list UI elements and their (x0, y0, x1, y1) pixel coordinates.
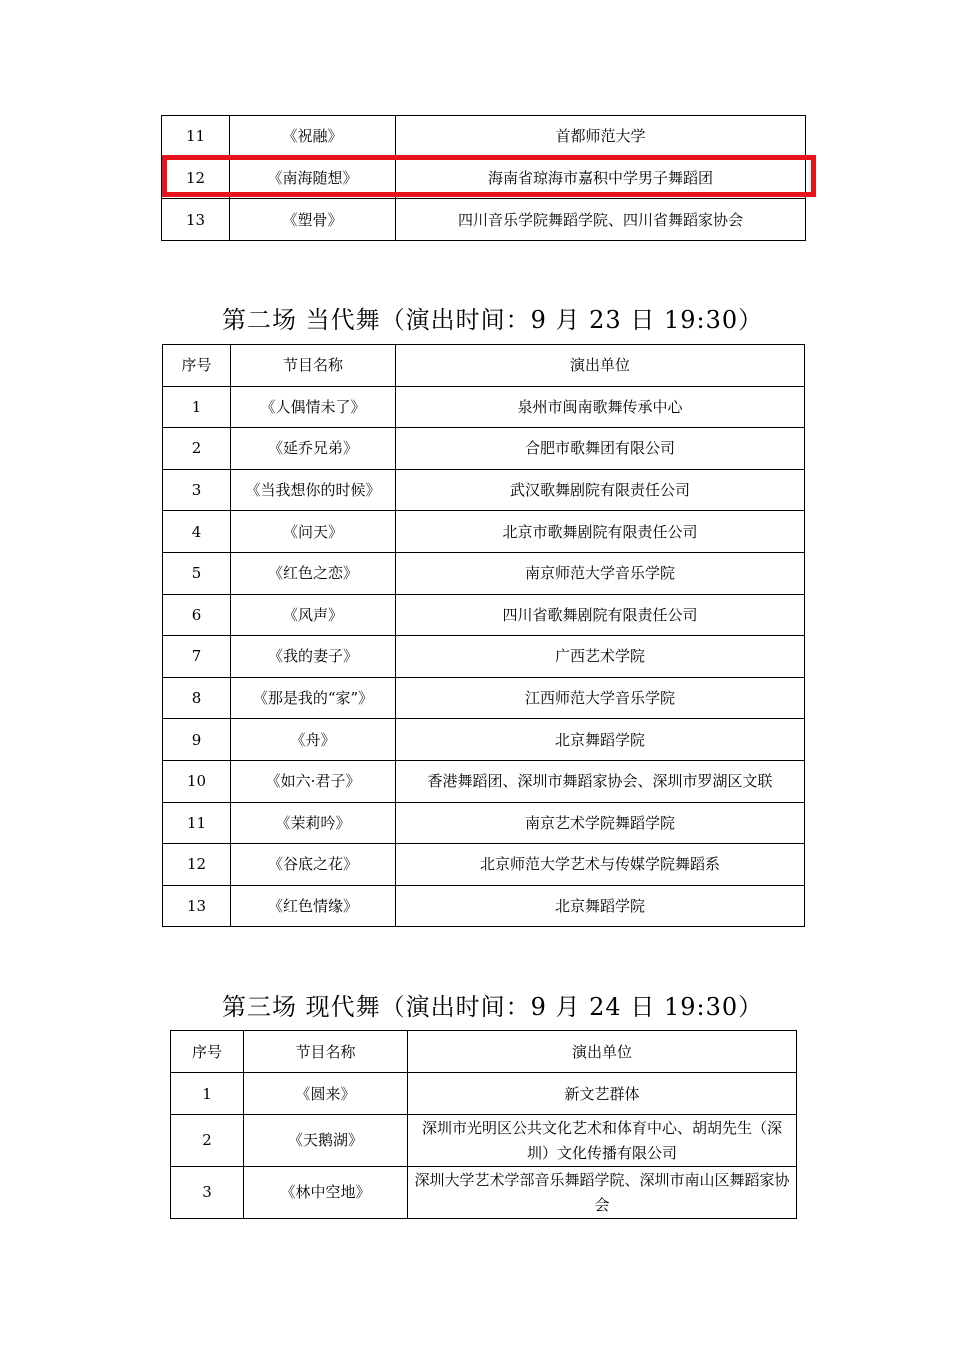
performing-unit: 合肥市歌舞团有限公司 (396, 428, 805, 470)
performing-unit: 四川省歌舞剧院有限责任公司 (396, 594, 805, 636)
table-row (163, 511, 805, 553)
program-name: 《舟》 (231, 719, 396, 761)
program-name: 《南海随想》 (230, 157, 396, 199)
program-name: 《谷底之花》 (231, 844, 396, 886)
table-header-row (171, 1031, 797, 1073)
table-row (163, 386, 805, 428)
program-table-section3 (170, 1030, 797, 1219)
table-row (163, 594, 805, 636)
program-name: 《祝融》 (230, 116, 396, 158)
table-row (163, 636, 805, 678)
program-name: 《红色情缘》 (231, 885, 396, 927)
row-number: 10 (163, 760, 231, 802)
performing-unit: 香港舞蹈团、深圳市舞蹈家协会、深圳市罗湖区文联 (396, 760, 805, 802)
performing-unit: 北京市歌舞剧院有限责任公司 (396, 511, 805, 553)
row-number: 5 (163, 552, 231, 594)
program-name: 《林中空地》 (244, 1167, 408, 1219)
header-program-name: 节目名称 (244, 1031, 408, 1073)
program-name: 《问天》 (231, 511, 396, 553)
performing-unit: 四川音乐学院舞蹈学院、四川省舞蹈家协会 (396, 199, 806, 241)
row-number: 2 (163, 428, 231, 470)
header-number: 序号 (171, 1031, 244, 1073)
performing-unit: 首都师范大学 (396, 116, 806, 158)
row-number: 11 (163, 802, 231, 844)
table-row (163, 552, 805, 594)
performing-unit: 南京艺术学院舞蹈学院 (396, 802, 805, 844)
row-number: 7 (163, 636, 231, 678)
performing-unit: 武汉歌舞剧院有限责任公司 (396, 469, 805, 511)
table-row (163, 428, 805, 470)
header-performing-unit: 演出单位 (408, 1031, 797, 1073)
row-number: 9 (163, 719, 231, 761)
table-row (162, 116, 806, 158)
table-row (163, 802, 805, 844)
program-name: 《人偶情未了》 (231, 386, 396, 428)
table-row (163, 844, 805, 886)
row-number: 12 (162, 157, 230, 199)
row-number: 1 (171, 1073, 244, 1115)
header-program-name: 节目名称 (231, 345, 396, 387)
program-name: 《天鹅湖》 (244, 1115, 408, 1167)
row-number: 12 (163, 844, 231, 886)
row-number: 2 (171, 1115, 244, 1167)
row-number: 13 (163, 885, 231, 927)
header-performing-unit: 演出单位 (396, 345, 805, 387)
row-number: 3 (171, 1167, 244, 1219)
row-number: 8 (163, 677, 231, 719)
table-row (163, 760, 805, 802)
header-number: 序号 (163, 345, 231, 387)
program-name: 《茉莉吟》 (231, 802, 396, 844)
program-table-section1 (161, 115, 806, 241)
program-name: 《那是我的“家”》 (231, 677, 396, 719)
row-number: 4 (163, 511, 231, 553)
performing-unit: 广西艺术学院 (396, 636, 805, 678)
performing-unit: 北京舞蹈学院 (396, 885, 805, 927)
table-row (171, 1073, 797, 1115)
performing-unit: 北京师范大学艺术与传媒学院舞蹈系 (396, 844, 805, 886)
performing-unit: 南京师范大学音乐学院 (396, 552, 805, 594)
performing-unit: 泉州市闽南歌舞传承中心 (396, 386, 805, 428)
performing-unit: 深圳大学艺术学部音乐舞蹈学院、深圳市南山区舞蹈家协会 (408, 1167, 797, 1219)
section3-title: 第三场 现代舞（演出时间：9 月 24 日 19:30） (222, 993, 764, 1021)
table-header-row (163, 345, 805, 387)
program-name: 《当我想你的时候》 (231, 469, 396, 511)
table-row (171, 1167, 797, 1219)
row-number: 3 (163, 469, 231, 511)
table-row (162, 199, 806, 241)
performing-unit: 北京舞蹈学院 (396, 719, 805, 761)
performing-unit: 新文艺群体 (408, 1073, 797, 1115)
program-name: 《延乔兄弟》 (231, 428, 396, 470)
table-row (162, 157, 806, 199)
row-number: 1 (163, 386, 231, 428)
table-row (171, 1115, 797, 1167)
performing-unit: 深圳市光明区公共文化艺术和体育中心、胡胡先生（深圳）文化传播有限公司 (408, 1115, 797, 1167)
table-row (163, 719, 805, 761)
program-name: 《塑骨》 (230, 199, 396, 241)
row-number: 13 (162, 199, 230, 241)
performing-unit: 江西师范大学音乐学院 (396, 677, 805, 719)
table-row (163, 885, 805, 927)
section2-title: 第二场 当代舞（演出时间：9 月 23 日 19:30） (222, 306, 764, 334)
table-row (163, 677, 805, 719)
program-name: 《圆来》 (244, 1073, 408, 1115)
performing-unit: 海南省琼海市嘉积中学男子舞蹈团 (396, 157, 806, 199)
table-row (163, 469, 805, 511)
program-name: 《如六·君子》 (231, 760, 396, 802)
program-name: 《我的妻子》 (231, 636, 396, 678)
program-name: 《风声》 (231, 594, 396, 636)
program-name: 《红色之恋》 (231, 552, 396, 594)
row-number: 6 (163, 594, 231, 636)
row-number: 11 (162, 116, 230, 158)
program-table-section2 (162, 344, 805, 927)
